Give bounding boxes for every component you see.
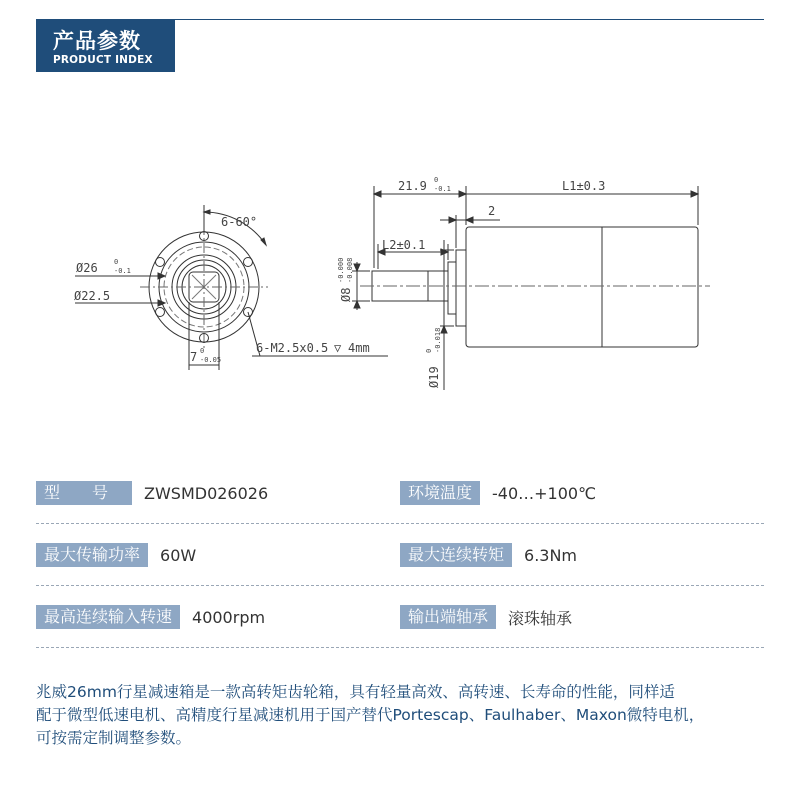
front-width-tol-top: 0 xyxy=(200,347,205,355)
front-holes-label: 6-M2.5x0.5 xyxy=(256,341,329,355)
spec-label: 输出端轴承 xyxy=(400,605,496,629)
motor-body xyxy=(466,227,698,347)
section-title-en: PRODUCT INDEX xyxy=(53,54,153,66)
row-divider xyxy=(36,585,764,586)
spec-label: 环境温度 xyxy=(400,481,480,505)
spec-label: 型 号 xyxy=(36,481,132,505)
side-dim-l2-label: L2±0.1 xyxy=(382,238,426,252)
description-line: 兆威26mm行星减速箱是一款高转矩齿轮箱，具有轻量高效、高转速、长寿命的性能，同样适 xyxy=(36,683,675,701)
front-holes-depth-symbol: ▽ xyxy=(334,341,342,355)
side-dia-pilot-label: Ø19 xyxy=(427,366,441,388)
spec-max-torque xyxy=(400,536,577,574)
front-angle-label: 6-60° xyxy=(221,215,258,229)
spec-ambient-temp xyxy=(400,474,596,512)
side-dim-l1-label: L1±0.3 xyxy=(562,179,606,193)
side-dia-shaft-label: Ø8 xyxy=(339,287,353,302)
mount-hole xyxy=(156,258,165,267)
description-line: 配于微型低速电机、高精度行星减速机用于国产替代Portescap、Faulhaber、Maxon微特电机， xyxy=(36,706,705,724)
spec-value: 滚珠轴承 xyxy=(508,608,573,628)
side-dia-shaft-tol-bot: -0.008 xyxy=(346,257,354,283)
spec-value: ZWSMD026026 xyxy=(144,483,269,503)
front-dia-outer-tol-top: 0 xyxy=(114,258,119,266)
spec-value: 4000rpm xyxy=(192,607,266,627)
side-dim-a-tol-bot: -0.1 xyxy=(434,185,451,193)
spec-max-power xyxy=(36,536,196,574)
description-line: 可按需定制调整参数。 xyxy=(36,729,192,747)
side-dim-a-label: 21.9 xyxy=(398,179,427,193)
spec-max-input-speed xyxy=(36,598,265,636)
front-width-tol-bot: -0.05 xyxy=(200,356,222,364)
spec-model xyxy=(36,474,268,512)
side-dim-2-label: 2 xyxy=(488,204,496,218)
front-dia-pcd-label: Ø22.5 xyxy=(74,289,111,303)
spec-output-bearing xyxy=(400,598,572,636)
spec-label: 最大连续转矩 xyxy=(400,543,512,567)
side-view xyxy=(352,186,710,390)
side-dia-pilot-tol-bot: -0.018 xyxy=(434,327,442,353)
spec-value: 60W xyxy=(160,545,197,565)
mount-hole xyxy=(244,258,253,267)
spec-label: 最高连续输入转速 xyxy=(36,605,180,629)
side-dia-shaft-tol-top: -0.000 xyxy=(337,257,345,283)
spec-row xyxy=(36,474,764,536)
mount-hole xyxy=(156,308,165,317)
spec-label: 最大传输功率 xyxy=(36,543,148,567)
pilot-step xyxy=(448,262,456,314)
spec-value: 6.3Nm xyxy=(524,545,578,565)
section-title-cn: 产品参数 xyxy=(53,29,141,53)
spec-row xyxy=(36,598,764,660)
side-dim-a-tol-top: 0 xyxy=(434,176,439,184)
spec-value: -40…+100℃ xyxy=(492,483,597,503)
front-holes-depth: 4mm xyxy=(348,341,370,355)
row-divider xyxy=(36,523,764,524)
pilot-flange xyxy=(456,250,466,326)
front-dia-outer-tol-bot: -0.1 xyxy=(114,267,131,275)
side-dia-pilot-tol-top: 0 xyxy=(425,348,433,353)
spec-row xyxy=(36,536,764,598)
row-divider xyxy=(36,647,764,648)
front-dia-outer-label: Ø26 xyxy=(76,261,98,275)
front-width-label: 7 xyxy=(190,350,198,364)
product-description xyxy=(36,681,776,750)
